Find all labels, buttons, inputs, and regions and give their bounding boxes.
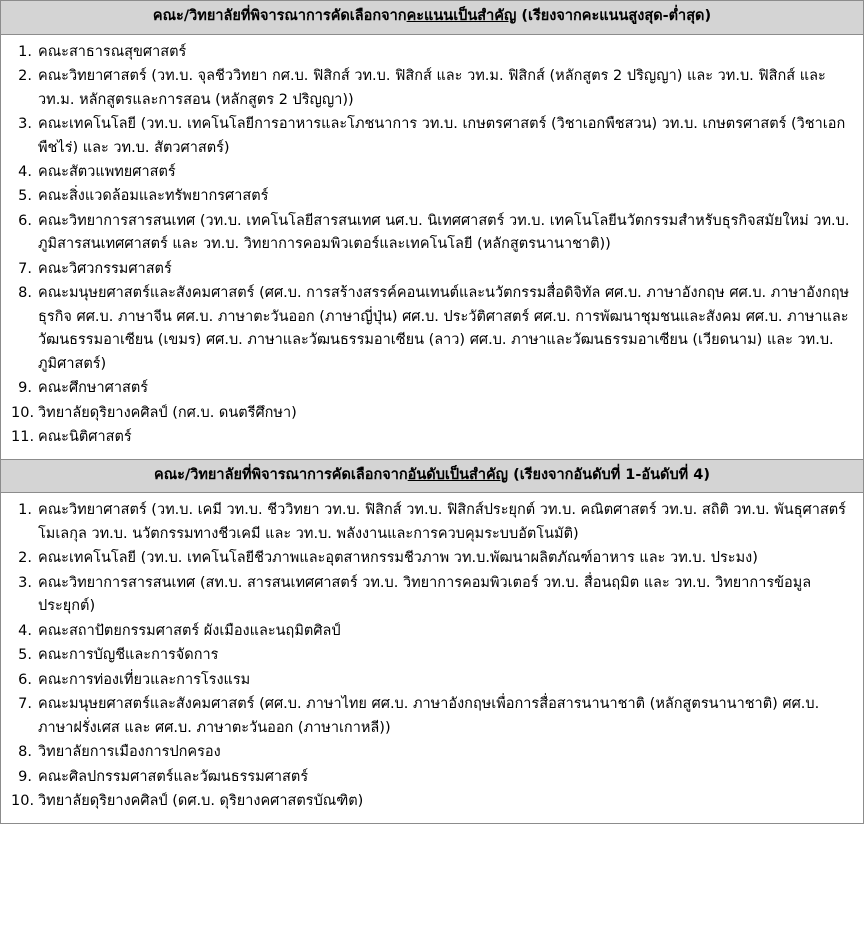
list-item-number: 3.	[18, 574, 32, 591]
list-item-label: วิทยาลัยดุริยางคศิลป์ (กศ.บ. ดนตรีศึกษา)	[38, 404, 297, 421]
list-item-number: 2.	[18, 550, 32, 567]
list-item	[11, 258, 853, 282]
list-item-number: 5.	[18, 188, 32, 205]
list-item-number: 2.	[18, 68, 32, 85]
section-header-prefix: คณะ/วิทยาลัยที่พิจารณาการคัดเลือกจาก	[152, 8, 407, 24]
section-header-prefix: คณะ/วิทยาลัยที่พิจารณาการคัดเลือกจาก	[154, 466, 408, 483]
list-item-label: คณะสาธารณสุขศาสตร์	[38, 43, 187, 60]
list-item-label: คณะวิทยาการสารสนเทศ (วท.บ. เทคโนโลยีสารสนเทศ นศ.บ. นิเทศศาสตร์ วท.บ. เทคโนโลยีนวัตกรรมสำหรับธุรกิจสมัยใหม่ วท.บ. ภูมิสารสนเทศศาสตร์ และ วท.บ. วิทยาการคอมพิวเตอร์และเทคโนโลยี (หลักสูตรนานาชาติ))	[38, 212, 850, 253]
list-item-number: 8.	[18, 744, 32, 761]
list-item-label: วิทยาลัยการเมืองการปกครอง	[38, 744, 221, 761]
list-item	[11, 377, 853, 401]
list-item-label: คณะสถาปัตยกรรมศาสตร์ ผังเมืองและนฤมิตศิลป์	[38, 622, 341, 639]
list-item	[11, 620, 853, 644]
list-item-label: คณะการท่องเที่ยวและการโรงแรม	[38, 671, 251, 688]
list-item	[11, 185, 853, 209]
list-item-number: 6.	[18, 671, 32, 688]
section-header-suffix: (เรียงจากคะแนนสูงสุด-ต่ำสุด)	[516, 8, 712, 24]
list-item	[11, 41, 853, 65]
list-item-number: 10.	[11, 404, 35, 421]
list-item-label: คณะศิลปกรรมศาสตร์และวัฒนธรรมศาสตร์	[38, 768, 309, 785]
section-header-emphasis: คะแนนเป็นสำคัญ	[406, 8, 517, 24]
list-item-number: 7.	[18, 696, 32, 713]
section-header-suffix: (เรียงจากอันดับที่ 1-อันดับที่ 4)	[508, 466, 710, 483]
list-item	[11, 161, 853, 185]
list-item-label: คณะมนุษยศาสตร์และสังคมศาสตร์ (ศศ.บ. การสร้างสรรค์คอนเทนต์และนวัตกรรมสื่อดิจิทัล ศศ.บ. ภาษาอังกฤษ ศศ.บ. ภาษาอังกฤษธุรกิจ ศศ.บ. ภาษาจีน ศศ.บ. ภาษาตะวันออก (ภาษาญี่ปุ่น) ศศ.บ. ประวัติศาสตร์ ศศ.บ. การพัฒนาชุมชนและสังคม ศศ.บ. ภาษาและวัฒนธรรมอาเซียน (เขมร) ศศ.บ. ภาษาและวัฒนธรรมอาเซียน (ลาว) ศศ.บ. ภาษาและวัฒนธรรมอาเซียน (เวียดนาม) และ วท.บ. ภูมิศาสตร์)	[38, 285, 850, 372]
list-item-number: 5.	[18, 647, 32, 664]
list-item	[11, 547, 853, 571]
list-item-number: 6.	[18, 212, 32, 229]
section-body-rank-based	[1, 493, 863, 822]
list-item-label: คณะนิติศาสตร์	[38, 429, 132, 446]
list-item-label: คณะเทคโนโลยี (วท.บ. เทคโนโลยีชีวภาพและอุตสาหกรรมชีวภาพ วท.บ.พัฒนาผลิตภัณฑ์อาหาร และ วท.บ. ประมง)	[38, 550, 758, 567]
list-item	[11, 426, 853, 450]
list-item	[11, 741, 853, 765]
section-header-rank-based	[1, 459, 863, 494]
section-header-emphasis: อันดับเป็นสำคัญ	[407, 466, 509, 483]
list-item-label: คณะการบัญชีและการจัดการ	[38, 647, 219, 664]
faculty-list-rank-based	[11, 499, 853, 814]
list-item-label: คณะวิทยาศาสตร์ (วท.บ. จุลชีววิทยา กศ.บ. ฟิสิกส์ วท.บ. ฟิสิกส์ และ วท.ม. ฟิสิกส์ (หลักสูตร 2 ปริญญา) และ วท.บ. ฟิสิกส์ และ วท.ม. หลักสูตรและการสอน (หลักสูตร 2 ปริญญา))	[38, 68, 826, 108]
list-item	[11, 282, 853, 377]
list-item-number: 1.	[18, 43, 32, 60]
list-item-number: 8.	[18, 285, 32, 302]
list-item-number: 10.	[11, 793, 35, 810]
list-item	[11, 669, 853, 693]
section-header-score-based	[1, 1, 863, 35]
list-item-number: 3.	[18, 116, 32, 133]
list-item	[11, 790, 853, 814]
list-item-label: คณะวิทยาการสารสนเทศ (สท.บ. สารสนเทศศาสตร์ วท.บ. วิทยาการคอมพิวเตอร์ วท.บ. สื่อนฤมิต และ วท.บ. วิทยาการข้อมูลประยุกต์)	[38, 574, 812, 615]
list-item	[11, 65, 853, 113]
list-item-number: 7.	[18, 260, 32, 277]
list-item-number: 4.	[18, 622, 32, 639]
list-item-label: คณะสัตวแพทยศาสตร์	[38, 163, 176, 180]
list-item-number: 11.	[11, 429, 35, 446]
list-item-label: คณะวิทยาศาสตร์ (วท.บ. เคมี วท.บ. ชีววิทยา วท.บ. ฟิสิกส์ วท.บ. ฟิสิกส์ประยุกต์ วท.บ. คณิตศาสตร์ วท.บ. สถิติ วท.บ. พันธุศาสตร์โมเลกุล วท.บ. นวัตกรรมทางชีวเคมี และ วท.บ. พลังงานและการควบคุมระบบอัตโนมัติ)	[38, 502, 846, 542]
list-item-number: 1.	[18, 502, 32, 519]
list-item-number: 9.	[18, 380, 32, 397]
list-item	[11, 644, 853, 668]
list-item-label: คณะเทคโนโลยี (วท.บ. เทคโนโลยีการอาหารและโภชนาการ วท.บ. เกษตรศาสตร์ (วิชาเอกพืชสวน) วท.บ. เกษตรศาสตร์ (วิชาเอกพืชไร่) และ วท.บ. สัตวศาสตร์)	[38, 116, 846, 156]
list-item	[11, 766, 853, 790]
list-item-label: คณะวิศวกรรมศาสตร์	[38, 260, 172, 277]
list-item-label: วิทยาลัยดุริยางคศิลป์ (ดศ.บ. ดุริยางคศาสตรบัณฑิต)	[38, 793, 364, 810]
list-item-number: 4.	[18, 163, 32, 180]
list-item-label: คณะสิ่งแวดล้อมและทรัพยากรศาสตร์	[38, 188, 269, 205]
list-item	[11, 572, 853, 620]
list-item	[11, 693, 853, 741]
list-item	[11, 402, 853, 426]
list-item	[11, 210, 853, 258]
faculty-list-score-based	[11, 41, 853, 451]
list-item-label: คณะศึกษาศาสตร์	[38, 380, 149, 397]
list-item	[11, 499, 853, 547]
list-item-number: 9.	[18, 768, 32, 785]
section-body-score-based	[1, 35, 863, 459]
list-item-label: คณะมนุษยศาสตร์และสังคมศาสตร์ (ศศ.บ. ภาษาไทย ศศ.บ. ภาษาอังกฤษเพื่อการสื่อสารนานาชาติ (หลักสูตรนานาชาติ) ศศ.บ. ภาษาฝรั่งเศส และ ศศ.บ. ภาษาตะวันออก (ภาษาเกาหลี))	[38, 696, 820, 736]
list-item	[11, 113, 853, 161]
